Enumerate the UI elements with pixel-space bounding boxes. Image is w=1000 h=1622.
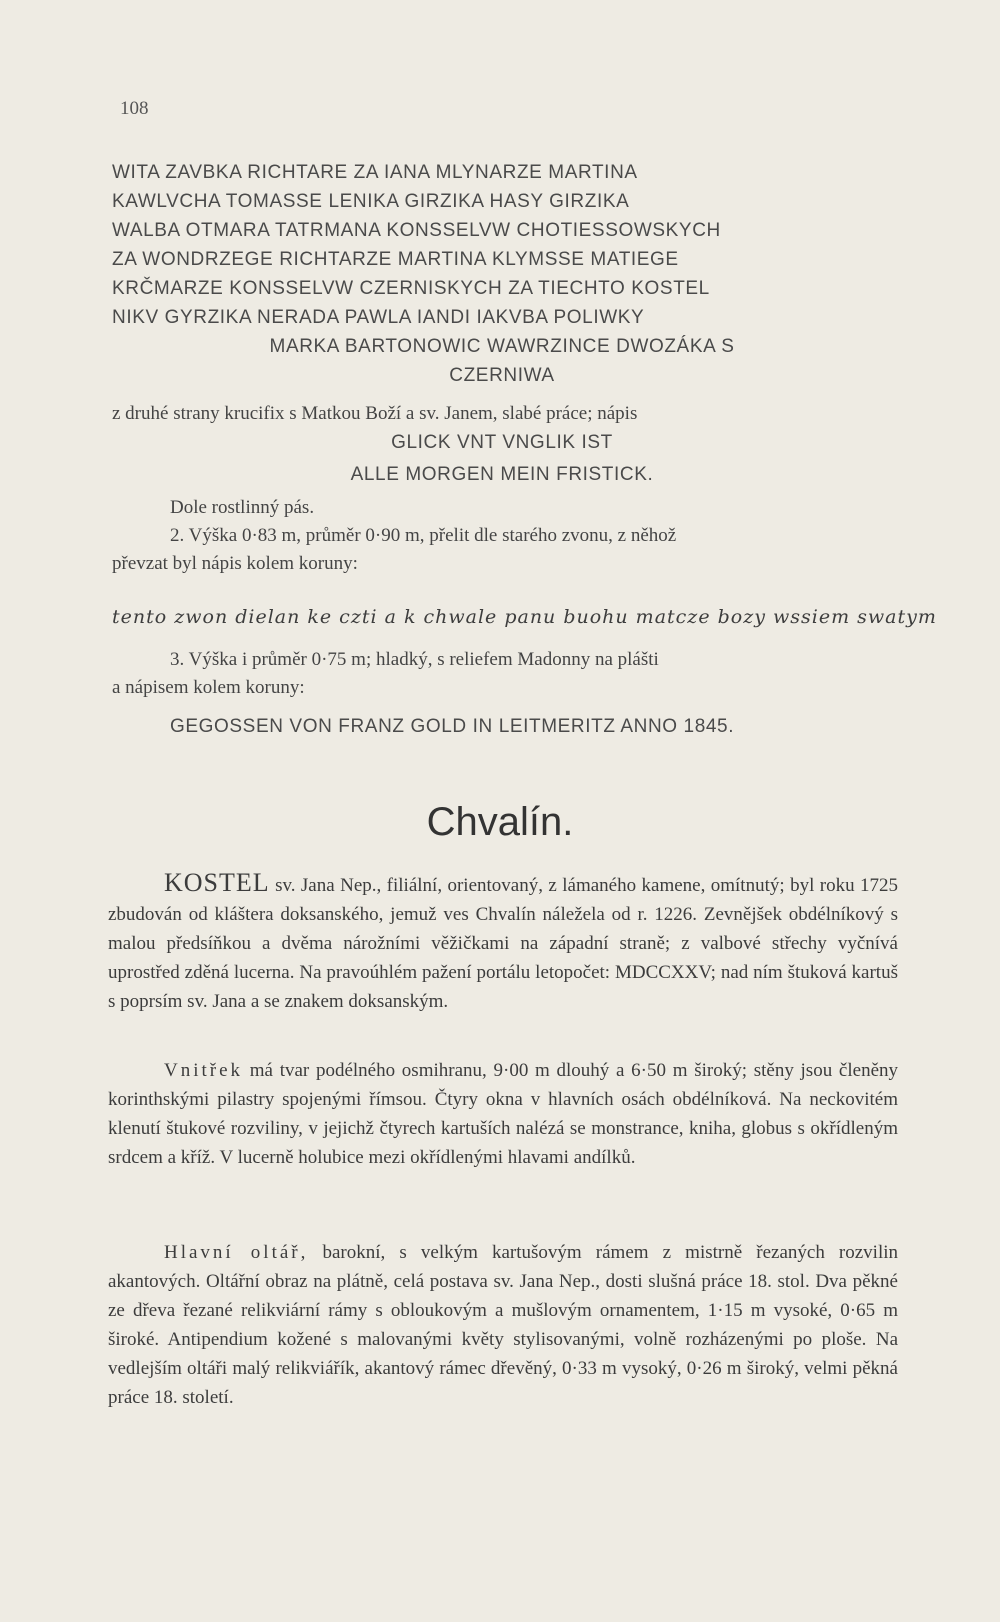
inscription-line: WALBA OTMARA TATRMANA KONSSELVW CHOTIESSOWSKYCH — [112, 220, 721, 241]
oltar-paragraph — [108, 1238, 898, 1412]
inscription-line: MARKA BARTONOWIC WAWRZINCE DWOZÁKA S — [269, 336, 735, 357]
kostel-lead: KOSTEL — [164, 868, 270, 897]
section-heading: Chvalín. — [426, 800, 574, 844]
inscription-line: WITA ZAVBKA RICHTARE ZA IANA MLYNARZE MARTINA — [112, 162, 638, 183]
inscription-2-line: ALLE MORGEN MEIN FRISTICK. — [350, 464, 654, 485]
vnitrek-lead: Vnitřek — [164, 1060, 244, 1081]
gothic-inscription: tento zwon dielan ke czti a k chwale panu buohu matcze bozy wssiem swatym — [112, 606, 937, 628]
other-side-line: z druhé strany krucifix s Matkou Boží a sv. Janem, slabé práce; nápis — [112, 403, 638, 424]
vnitrek-text: má tvar podélného osmihranu, 9·00 m dlouhý a 6·50 m široký; stěny jsou členěny korinthskými pilastry spojenými římsou. Čtyry okna v hlavních osách obdélníková. Na neckovitém klenutí štukové rozviliny, v jejichž čtyrech kartuších nalézá se monstrance, kniha, globus s okřídleným srdcem a kříž. V lucerně holubice mezi okřídlenými hlavami andílků. — [108, 1060, 898, 1168]
bell-inscription — [112, 158, 892, 390]
inscription-2-line: GLICK VNT VNGLIK IST — [391, 432, 613, 453]
inscription-line: ZA WONDRZEGE RICHTARZE MARTINA KLYMSSE MATIEGE — [112, 249, 679, 270]
inscription-line: NIKV GYRZIKA NERADA PAWLA IANDI IAKVBA POLIWKY — [112, 307, 645, 328]
kostel-paragraph — [108, 868, 898, 1016]
item-2-line: převzat byl nápis kolem koruny: — [112, 553, 358, 574]
item-3-line: a nápisem kolem koruny: — [112, 677, 305, 698]
dole-line: Dole rostlinný pás. — [170, 497, 315, 518]
inscription-line: KRČMARZE KONSSELVW CZERNISKYCH ZA TIECHTO KOSTEL — [112, 278, 710, 299]
vnitrek-paragraph — [108, 1056, 898, 1172]
kostel-text: sv. Jana Nep., filiální, orientovaný, z lámaného kamene, omítnutý; byl roku 1725 zbudován od kláštera doksanského, jemuž ves Chvalín náležela od r. 1226. Zevnějšek obdélníkový s malou předsíňkou a dvěma nárožními věžičkami na západní straně; z valbové střechy vyčnívá uprostřed zděná lucerna. Na pravoúhlém pažení portálu letopočet: MDCCXXV; nad ním štuková kartuš s poprsím sv. Jana a se znakem doksanským. — [108, 875, 898, 1012]
inscription-line: CZERNIWA — [449, 365, 555, 386]
item-2-line: 2. Výška 0·83 m, průměr 0·90 m, přelit dle starého zvonu, z něhož — [170, 525, 677, 546]
inscription-3: GEGOSSEN VON FRANZ GOLD IN LEITMERITZ ANNO 1845. — [170, 716, 735, 737]
inscription-line: KAWLVCHA TOMASSE LENIKA GIRZIKA HASY GIRZIKA — [112, 191, 630, 212]
oltar-text: barokní, s velkým kartušovým rámem z mistrně řezaných rozvilin akantových. Oltářní obraz na plátně, celá postava sv. Jana Nep., dosti slušná práce 18. stol. Dva pěkné ze dřeva řezané relikviární rámy s obloukovým a mušlovým ornamentem, 1·15 m vysoké, 0·65 m široké. Antipendium kožené s malovanými květy stylisovanými, volně rozházenými po ploše. Na vedlejším oltáři malý relikviářík, akantový rámec dřevěný, 0·33 m vysoký, 0·26 m široký, velmi pěkná práce 18. století. — [108, 1242, 899, 1408]
oltar-lead: Hlavní oltář, — [164, 1242, 309, 1263]
page-number: 108 — [120, 98, 149, 119]
item-3-line: 3. Výška i průměr 0·75 m; hladký, s reliefem Madonny na plášti — [170, 649, 659, 670]
